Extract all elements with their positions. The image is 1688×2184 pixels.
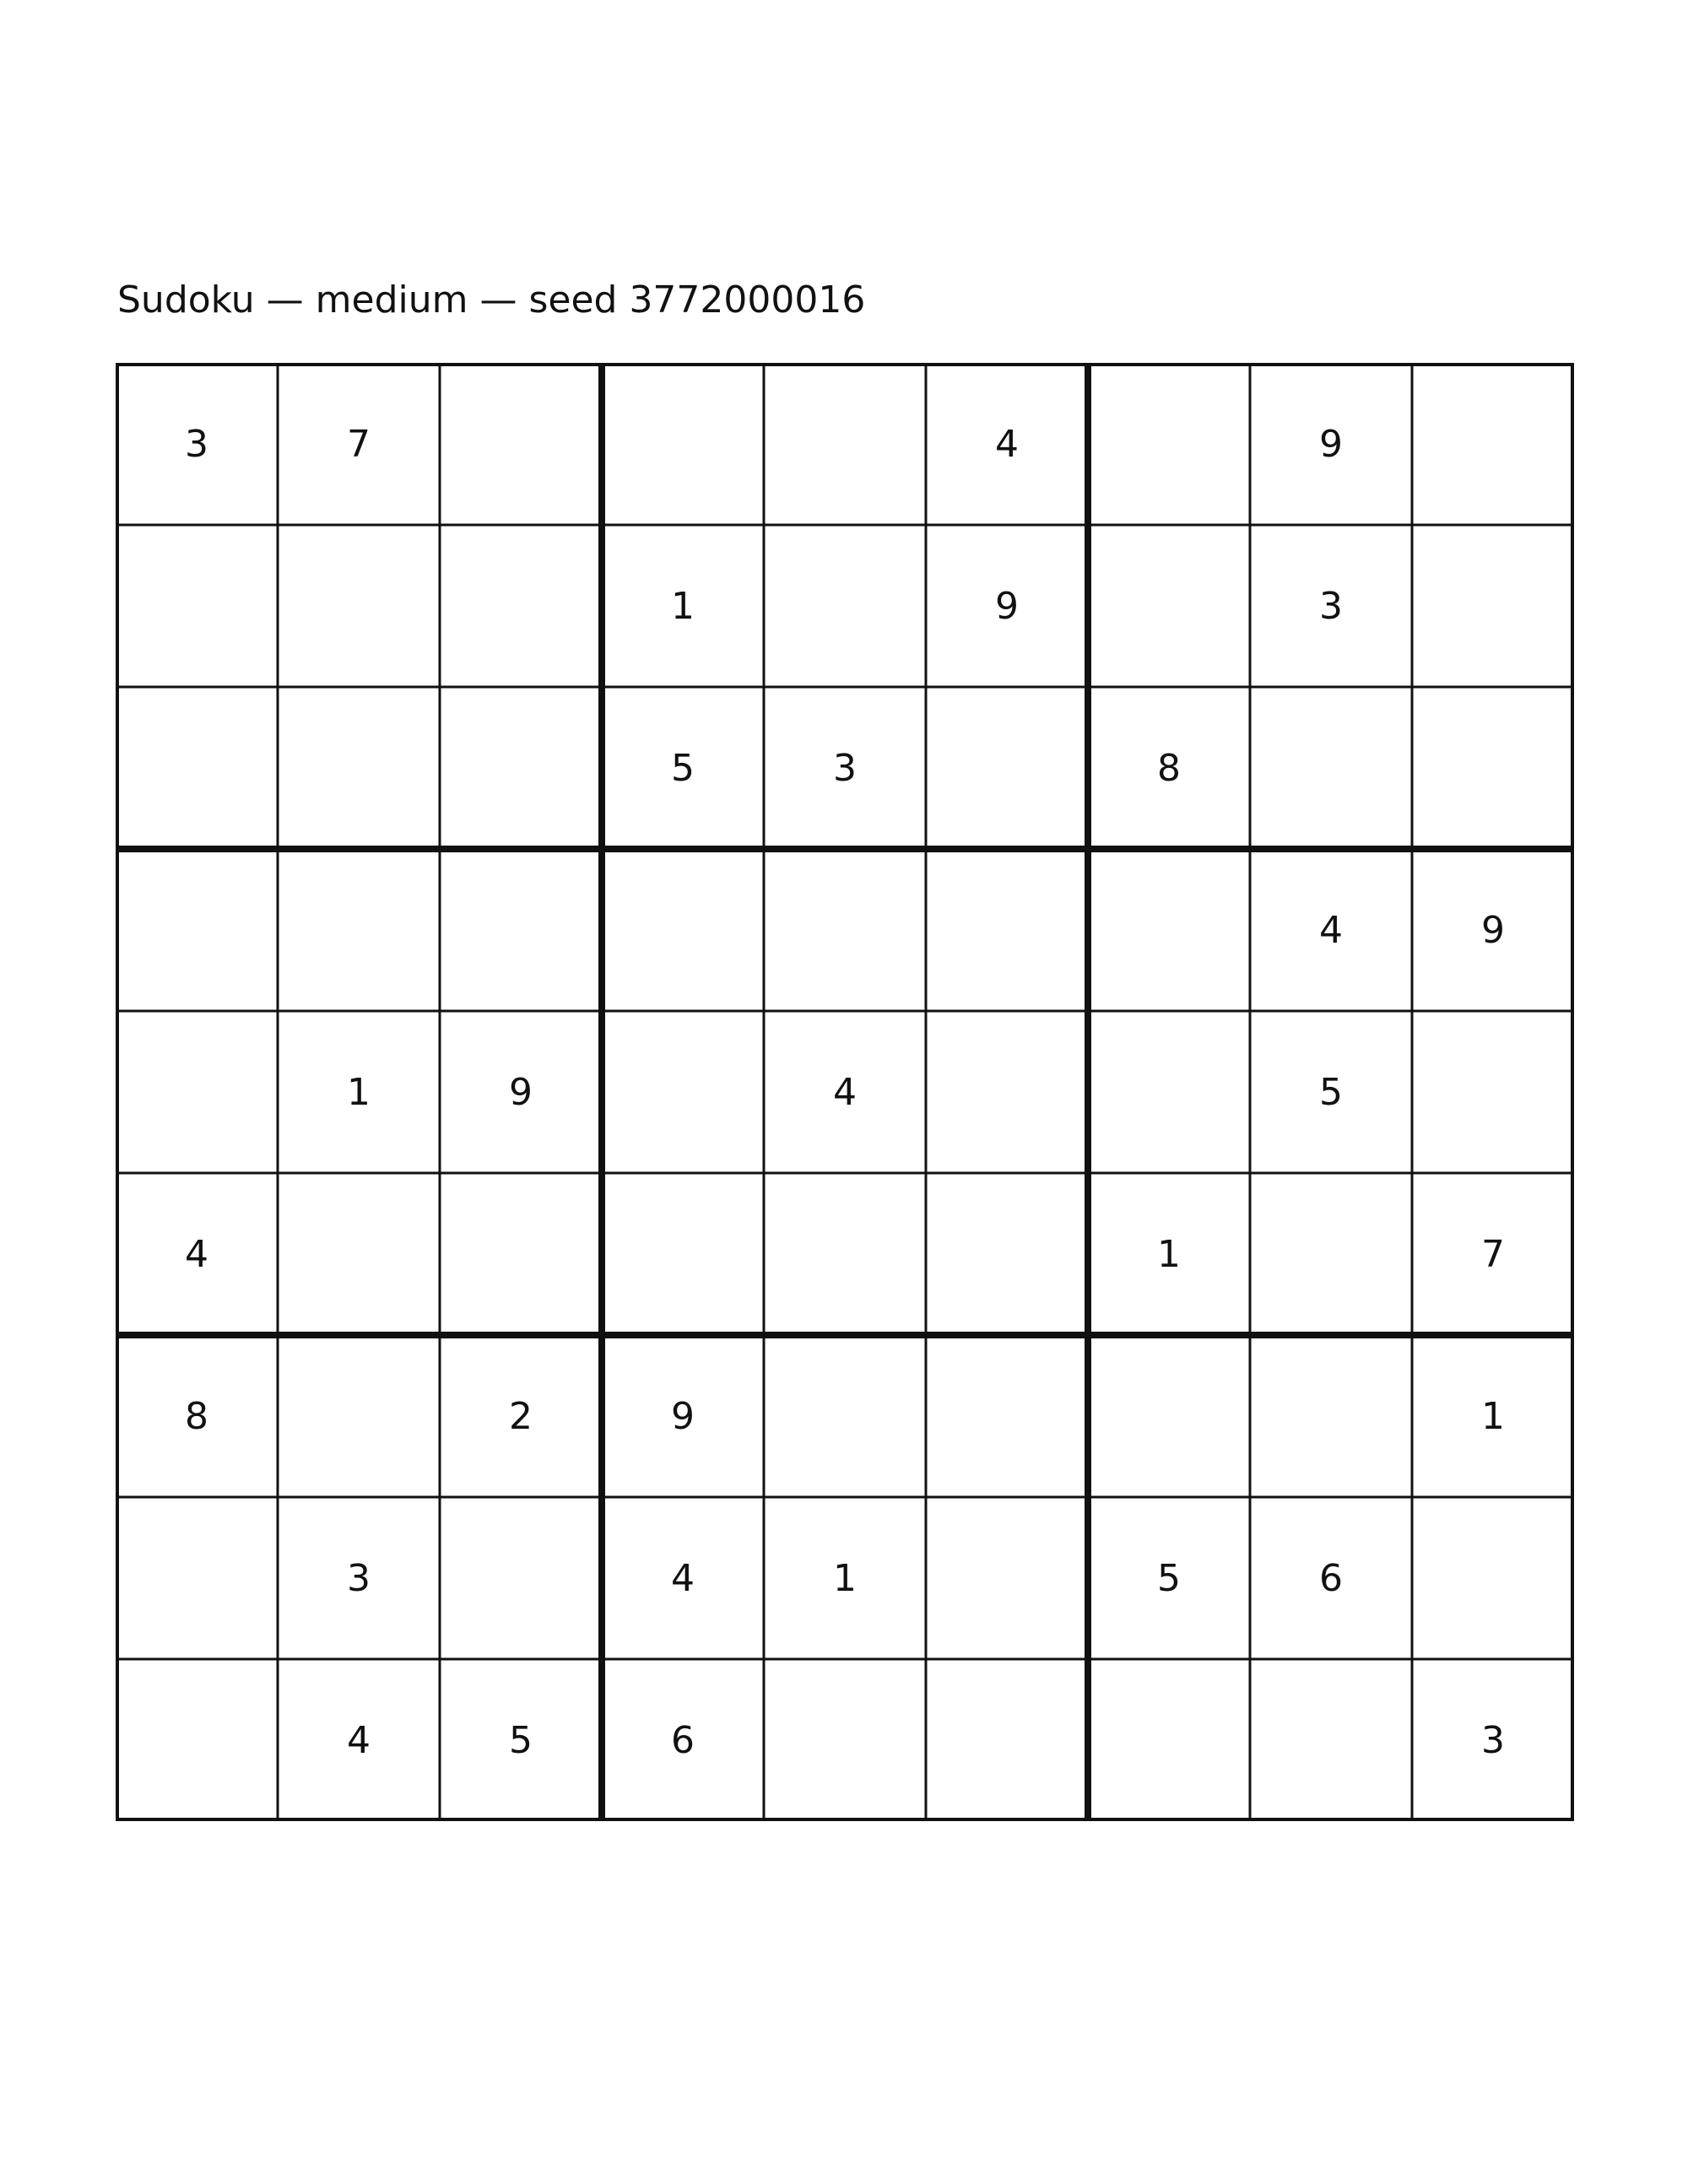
sudoku-cell-r9-c6[interactable] [926, 1659, 1088, 1821]
sudoku-cell-r4-c5[interactable] [764, 849, 926, 1011]
sudoku-cell-r7-c5[interactable] [764, 1335, 926, 1497]
sudoku-cell-r6-c7[interactable]: 1 [1157, 1232, 1181, 1276]
sudoku-cell-r2-c9[interactable] [1412, 525, 1574, 687]
sudoku-cell-r4-c3[interactable] [440, 849, 602, 1011]
sudoku-cell-r3-c1[interactable] [116, 687, 278, 849]
sudoku-cell-r3-c7[interactable]: 8 [1157, 746, 1181, 790]
sudoku-cell-r7-c1[interactable]: 8 [185, 1394, 208, 1438]
sudoku-cell-r2-c2[interactable] [278, 525, 440, 687]
puzzle-title: Sudoku — medium — seed 3772000016 [117, 278, 866, 322]
sudoku-cell-r2-c8[interactable]: 3 [1319, 584, 1343, 628]
sudoku-cell-r9-c8[interactable] [1250, 1659, 1412, 1821]
sudoku-cell-r7-c8[interactable] [1250, 1335, 1412, 1497]
sudoku-cell-r1-c6[interactable]: 4 [995, 422, 1019, 466]
sudoku-cell-r7-c7[interactable] [1088, 1335, 1250, 1497]
sudoku-cell-r1-c7[interactable] [1088, 363, 1250, 525]
sudoku-cell-r8-c3[interactable] [440, 1497, 602, 1659]
sudoku-cell-r4-c8[interactable]: 4 [1319, 908, 1343, 952]
sudoku-cell-r8-c6[interactable] [926, 1497, 1088, 1659]
sudoku-cell-r8-c2[interactable]: 3 [347, 1556, 371, 1600]
sudoku-cell-r7-c3[interactable]: 2 [509, 1394, 533, 1438]
sudoku-cell-r3-c6[interactable] [926, 687, 1088, 849]
sudoku-cell-r9-c1[interactable] [116, 1659, 278, 1821]
sudoku-cell-r1-c3[interactable] [440, 363, 602, 525]
sudoku-cell-r1-c1[interactable]: 3 [185, 422, 208, 466]
sudoku-cell-r1-c2[interactable]: 7 [347, 422, 371, 466]
sudoku-cell-r6-c4[interactable] [602, 1173, 764, 1335]
sudoku-cell-r7-c4[interactable]: 9 [671, 1394, 695, 1438]
sudoku-cell-r7-c6[interactable] [926, 1335, 1088, 1497]
sudoku-cell-r6-c6[interactable] [926, 1173, 1088, 1335]
sudoku-cell-r5-c3[interactable]: 9 [509, 1070, 533, 1114]
sudoku-cell-r3-c5[interactable]: 3 [833, 746, 857, 790]
sudoku-cell-r4-c1[interactable] [116, 849, 278, 1011]
sudoku-cell-r2-c6[interactable]: 9 [995, 584, 1019, 628]
sudoku-cell-r6-c8[interactable] [1250, 1173, 1412, 1335]
sudoku-cell-r5-c8[interactable]: 5 [1319, 1070, 1343, 1114]
sudoku-cell-r4-c2[interactable] [278, 849, 440, 1011]
sudoku-cell-r9-c3[interactable]: 5 [509, 1718, 533, 1762]
sudoku-cell-r1-c8[interactable]: 9 [1319, 422, 1343, 466]
sudoku-cell-r6-c1[interactable]: 4 [185, 1232, 208, 1276]
sudoku-cell-r5-c9[interactable] [1412, 1011, 1574, 1173]
sudoku-cell-r4-c6[interactable] [926, 849, 1088, 1011]
sudoku-cell-r8-c9[interactable] [1412, 1497, 1574, 1659]
sudoku-cell-r7-c9[interactable]: 1 [1481, 1394, 1505, 1438]
sudoku-cell-r6-c3[interactable] [440, 1173, 602, 1335]
sudoku-cell-r1-c4[interactable] [602, 363, 764, 525]
sudoku-cell-r6-c5[interactable] [764, 1173, 926, 1335]
sudoku-cell-r8-c1[interactable] [116, 1497, 278, 1659]
sudoku-cell-r2-c1[interactable] [116, 525, 278, 687]
sudoku-cell-r2-c3[interactable] [440, 525, 602, 687]
sudoku-cell-r7-c2[interactable] [278, 1335, 440, 1497]
sudoku-cell-r2-c7[interactable] [1088, 525, 1250, 687]
sudoku-cell-r4-c9[interactable]: 9 [1481, 908, 1505, 952]
sudoku-cell-r4-c7[interactable] [1088, 849, 1250, 1011]
sudoku-cell-r5-c6[interactable] [926, 1011, 1088, 1173]
sudoku-cell-r9-c5[interactable] [764, 1659, 926, 1821]
sudoku-cell-r9-c7[interactable] [1088, 1659, 1250, 1821]
sudoku-cell-r1-c9[interactable] [1412, 363, 1574, 525]
sudoku-cell-r5-c2[interactable]: 1 [347, 1070, 371, 1114]
sudoku-cell-r4-c4[interactable] [602, 849, 764, 1011]
sudoku-cell-r5-c4[interactable] [602, 1011, 764, 1173]
sudoku-cell-r2-c4[interactable]: 1 [671, 584, 695, 628]
sudoku-cell-r8-c8[interactable]: 6 [1319, 1556, 1343, 1600]
sudoku-cell-r3-c9[interactable] [1412, 687, 1574, 849]
sudoku-cell-r2-c5[interactable] [764, 525, 926, 687]
sudoku-cell-r9-c2[interactable]: 4 [347, 1718, 371, 1762]
sudoku-cell-r6-c9[interactable]: 7 [1481, 1232, 1505, 1276]
sudoku-cell-r5-c1[interactable] [116, 1011, 278, 1173]
sudoku-cells [116, 363, 1574, 1821]
sudoku-cell-r1-c5[interactable] [764, 363, 926, 525]
sudoku-cell-r9-c4[interactable]: 6 [671, 1718, 695, 1762]
sudoku-cell-r9-c9[interactable]: 3 [1481, 1718, 1505, 1762]
sudoku-cell-r6-c2[interactable] [278, 1173, 440, 1335]
sudoku-cell-r3-c3[interactable] [440, 687, 602, 849]
sudoku-cell-r8-c5[interactable]: 1 [833, 1556, 857, 1600]
sudoku-cell-r5-c7[interactable] [1088, 1011, 1250, 1173]
sudoku-board [116, 363, 1574, 1821]
sudoku-cell-r3-c8[interactable] [1250, 687, 1412, 849]
sudoku-cell-r5-c5[interactable]: 4 [833, 1070, 857, 1114]
sudoku-cell-r3-c2[interactable] [278, 687, 440, 849]
sudoku-cell-r8-c4[interactable]: 4 [671, 1556, 695, 1600]
sudoku-cell-r3-c4[interactable]: 5 [671, 746, 695, 790]
sudoku-cell-r8-c7[interactable]: 5 [1157, 1556, 1181, 1600]
